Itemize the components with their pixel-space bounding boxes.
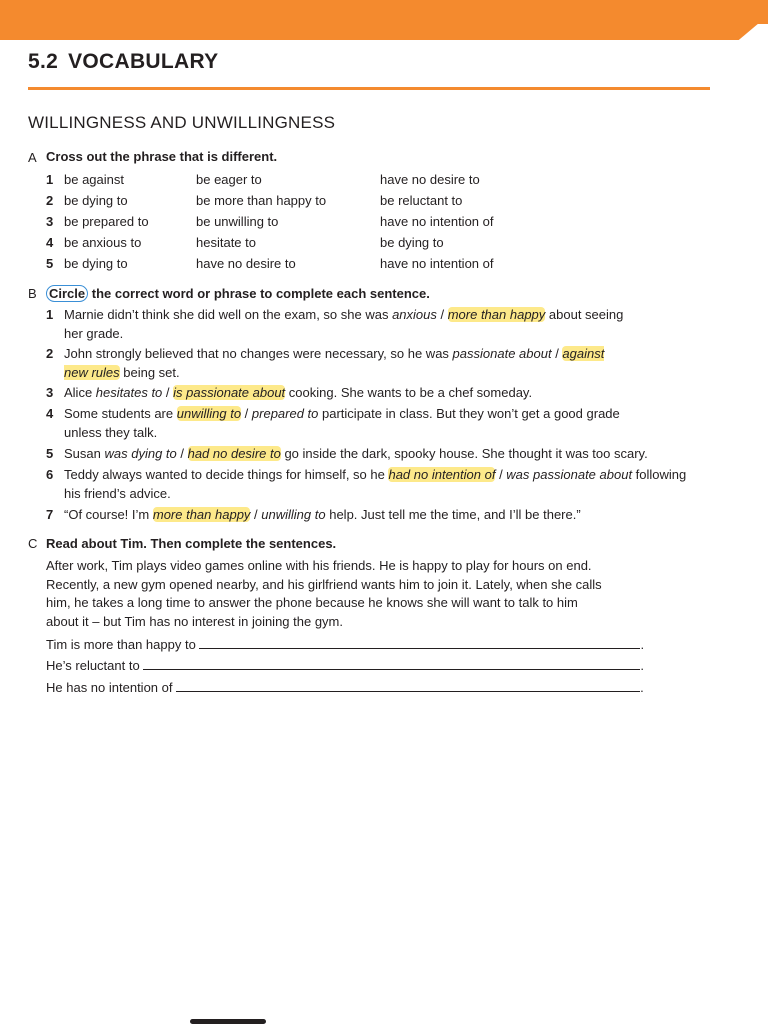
sentence-text: following his friend’s advice. bbox=[64, 467, 687, 501]
answer-option-highlighted[interactable]: is passionate about bbox=[173, 385, 286, 400]
answer-blank[interactable] bbox=[143, 655, 640, 670]
row-number: 3 bbox=[46, 214, 54, 229]
sentence-text: go inside the dark, spooky house. She thought it was too scary. bbox=[280, 446, 648, 461]
item-number: 7 bbox=[46, 507, 54, 522]
answer-option[interactable]: was dying to bbox=[104, 446, 177, 461]
reading-line: about it – but Tim has no interest in joining the gym. bbox=[46, 614, 344, 629]
end-mark: . bbox=[640, 637, 645, 652]
sentence-item bbox=[64, 505, 704, 524]
option-separator: / bbox=[495, 467, 507, 482]
phrase-option[interactable]: hesitate to bbox=[196, 235, 256, 250]
prompt-text: Tim is more than happy to bbox=[46, 637, 196, 652]
row-number: 2 bbox=[46, 193, 54, 208]
part-a-instruction: Cross out the phrase that is different. bbox=[46, 149, 278, 164]
phrase-option[interactable]: be reluctant to bbox=[380, 193, 463, 208]
sentence-text: participate in class. But they won’t get a good grade unless they talk. bbox=[64, 406, 620, 440]
phrase-option[interactable]: be dying to bbox=[64, 193, 128, 208]
prompt-text: He’s reluctant to bbox=[46, 658, 140, 673]
part-c-letter: C bbox=[28, 536, 38, 551]
sentence-text: Susan bbox=[64, 446, 105, 461]
row-number: 5 bbox=[46, 256, 54, 271]
answer-option[interactable]: was passionate about bbox=[506, 467, 633, 482]
answer-option[interactable]: prepared to bbox=[251, 406, 319, 421]
item-number: 5 bbox=[46, 446, 54, 461]
phrase-option[interactable]: have no desire to bbox=[380, 172, 480, 187]
unit-name: VOCABULARY bbox=[68, 50, 219, 73]
sentence-item bbox=[64, 383, 664, 402]
answer-option-highlighted[interactable]: more than happy bbox=[447, 307, 546, 322]
phrase-option[interactable]: be more than happy to bbox=[196, 193, 327, 208]
phrase-option[interactable]: be prepared to bbox=[64, 214, 149, 229]
sentence-text: help. Just tell me the time, and I’ll be there.” bbox=[325, 507, 581, 522]
sentence-item bbox=[64, 344, 624, 382]
unit-title bbox=[28, 50, 218, 74]
sentence-item bbox=[64, 404, 644, 442]
answer-option[interactable]: passionate about bbox=[452, 346, 552, 361]
sentence-text: Alice bbox=[64, 385, 96, 400]
phrase-option[interactable]: have no intention of bbox=[380, 214, 494, 229]
item-number: 4 bbox=[46, 406, 54, 421]
sentence-text: John strongly believed that no changes were necessary, so he was bbox=[64, 346, 453, 361]
option-separator: / bbox=[241, 406, 252, 421]
section-title: WILLINGNESS AND UNWILLINGNESS bbox=[28, 113, 336, 132]
phrase-option[interactable]: be eager to bbox=[196, 172, 262, 187]
end-mark: . bbox=[640, 680, 644, 695]
phrase-option[interactable]: be dying to bbox=[380, 235, 444, 250]
sentence-text: being set. bbox=[119, 365, 180, 380]
answer-option-highlighted[interactable]: against new rules bbox=[64, 346, 605, 380]
option-separator: / bbox=[162, 385, 174, 400]
answer-option[interactable]: anxious bbox=[392, 307, 437, 322]
answer-option-highlighted[interactable]: more than happy bbox=[152, 507, 251, 522]
item-number: 3 bbox=[46, 385, 54, 400]
option-separator: / bbox=[250, 507, 262, 522]
footer-bar bbox=[190, 1019, 266, 1024]
answer-blank[interactable] bbox=[199, 634, 640, 649]
answer-blank[interactable] bbox=[176, 677, 640, 692]
part-b-instruction bbox=[46, 284, 430, 303]
part-c-instruction: Read about Tim. Then complete the sentences. bbox=[46, 536, 337, 551]
answer-option-highlighted[interactable]: unwilling to bbox=[176, 406, 242, 421]
reading-line: him, he takes a long time to answer the phone because he knows she will want to talk to him bbox=[46, 595, 578, 610]
answer-option-highlighted[interactable]: had no desire to bbox=[187, 446, 281, 461]
prompt-text: He has no intention of bbox=[46, 680, 173, 695]
circle-word: Circle bbox=[46, 285, 88, 302]
sentence-text: Some students are bbox=[64, 406, 177, 421]
option-separator: / bbox=[176, 446, 188, 461]
answer-option[interactable]: hesitates to bbox=[95, 385, 163, 400]
part-a-letter: A bbox=[28, 150, 37, 165]
sentence-text: cooking. She wants to be a chef someday. bbox=[285, 385, 533, 400]
reading-line: Recently, a new gym opened nearby, and his girlfriend wants him to join it. Lately, when she calls bbox=[46, 577, 602, 592]
phrase-option[interactable]: be dying to bbox=[64, 256, 128, 271]
part-b-letter: B bbox=[28, 286, 37, 301]
item-number: 1 bbox=[46, 307, 54, 322]
answer-option-highlighted[interactable]: had no intention of bbox=[388, 467, 496, 482]
sentence-item bbox=[64, 444, 704, 463]
completion-row bbox=[46, 634, 644, 654]
option-separator: / bbox=[551, 346, 563, 361]
phrase-option[interactable]: be against bbox=[64, 172, 124, 187]
sentence-text: about seeing her grade. bbox=[64, 307, 624, 341]
phrase-option[interactable]: be unwilling to bbox=[196, 214, 279, 229]
sentence-text: “Of course! I’m bbox=[64, 507, 153, 522]
phrase-option[interactable]: be anxious to bbox=[64, 235, 142, 250]
reading-line: After work, Tim plays video games online with his friends. He is happy to play for hours on end. bbox=[46, 558, 592, 573]
completion-row bbox=[46, 677, 644, 697]
header-band bbox=[0, 0, 768, 40]
completion-row bbox=[46, 655, 644, 675]
option-separator: / bbox=[436, 307, 448, 322]
title-rule bbox=[28, 87, 710, 90]
item-number: 6 bbox=[46, 467, 54, 482]
item-number: 2 bbox=[46, 346, 54, 361]
sentence-item bbox=[64, 465, 694, 503]
phrase-option[interactable]: have no desire to bbox=[196, 256, 296, 271]
row-number: 1 bbox=[46, 172, 54, 187]
phrase-option[interactable]: have no intention of bbox=[380, 256, 494, 271]
unit-number: 5.2 bbox=[28, 50, 59, 73]
sentence-item bbox=[64, 305, 644, 343]
part-b-instruction-text: the correct word or phrase to complete each sentence. bbox=[88, 286, 430, 301]
sentence-text: Marnie didn’t think she did well on the exam, so she was bbox=[64, 307, 393, 322]
end-mark: . bbox=[640, 658, 644, 673]
sentence-text: Teddy always wanted to decide things for himself, so he bbox=[64, 467, 389, 482]
row-number: 4 bbox=[46, 235, 54, 250]
answer-option[interactable]: unwilling to bbox=[261, 507, 326, 522]
